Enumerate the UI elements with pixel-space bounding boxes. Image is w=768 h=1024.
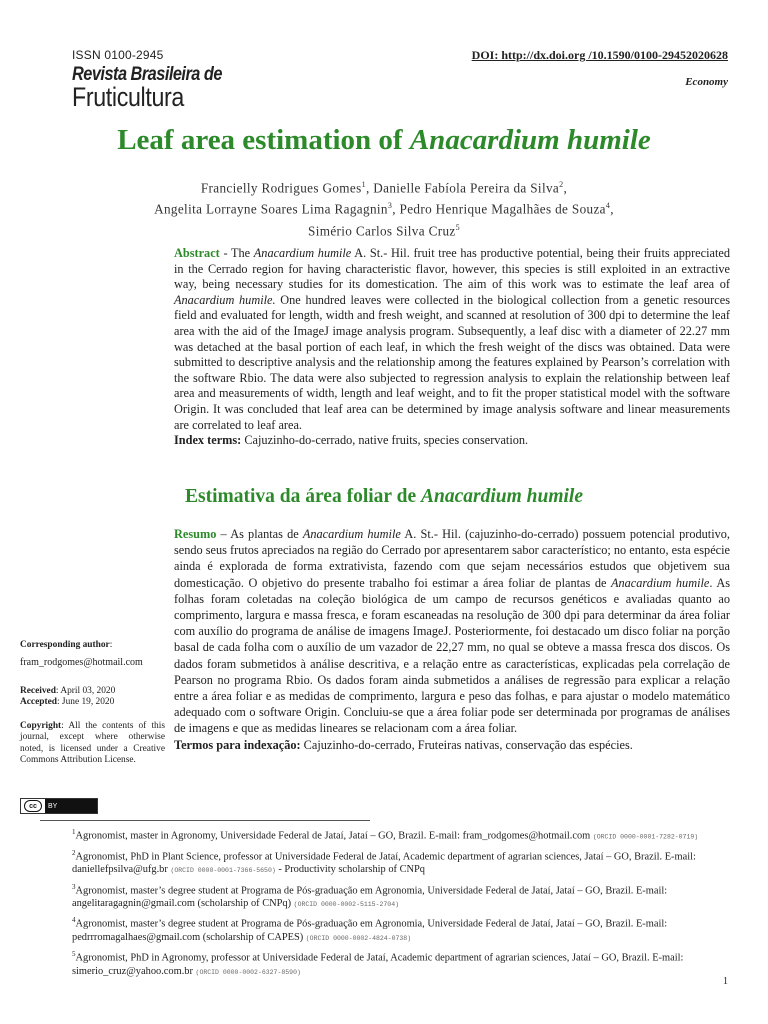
abstract-text: One hundred leaves were collected in the biological collection from a genetic resources field and evaluated for length, width and fresh weight, and scanned at resolution of 300 dpi to determine the leaf area with the aid of the ImageJ image analysis program. Subsequently, a leaf disc with a diameter of 22.27 mm was detached at the basal portion of each leaf, in which the fresh weight of the discs was obtained. Data were submitted to descriptive analysis and the relationship among the features explained by Pearson’s correlation with the software Rbio. The data were also subjected to regression analysis to explain the relationship between leaf area and measurements of width, length and leaf weight, and to fit the proper statistical model with the software Origin. It was concluded that leaf area can be determined by image analysis software and linear measurements are correlated to leaf area. (174, 292, 730, 432)
abstract-label: Abstract (174, 246, 220, 260)
corresponding-email[interactable]: fram_rodgomes@hotmail.com (20, 656, 143, 668)
received-label: Received (20, 685, 56, 696)
corresponding-author-label: Corresponding author (20, 640, 110, 650)
resumo-text: A. St.- Hil. (cajuzinho-do-cerrado) possuem potencial produtivo, sendo seus frutos apreciados na região do Cerrado por apresentarem sabor característico; no entanto, esta espécie ainda é explorada de forma extrativista, fazendo com que sejam necessários estudos que objetivem sua domesticação. O objetivo do presente trabalho foi estimar a área foliar de plantas de (174, 527, 730, 590)
species-name: Anacardium humile. (174, 292, 276, 307)
footnote-text: - Productivity scholarship of CNPq (275, 864, 425, 876)
species-name: Anacardium humile (302, 527, 401, 541)
article-dates (20, 686, 165, 709)
orcid-id: (ORCID 0000-0001-7366-5650) (170, 867, 276, 875)
author-affiliation-mark: 2 (559, 180, 564, 189)
footnote-number: 4 (72, 916, 76, 925)
orcid-id: (ORCID 0000-0002-4824-0738) (305, 935, 412, 943)
author-name: Pedro Henrique Magalhães de Souza (399, 201, 606, 217)
footnote-item (72, 847, 732, 878)
resumo-text: . As folhas foram coletadas na coleção biológica de um campo de recursos genéticos e avaliadas quanto ao comprimento, largura e massa fresca, e foram escaneadas na resolução de 300 dpi para determinar da área foliar com auxílio do programa de análise de imagens ImageJ. Posteriormente, foi destacado um disco foliar na porção basal de cada folha com o auxílio de um vazador de 22,27 mm, no qual se obteve a massa fresca dos discos. Os dados foram submetidos à análise descritiva, e a relação entre as características, explicadas pela correlação de Pearson no programa Rbio. Os dados foram ainda submetidos a análises de regressão para explicar a relação entre a área foliar e as medidas de comprimento, largura e peso das folhas, e para ajustar o modelo matemático adequado com o software Origin. Concluiu-se que a área foliar pode ser determinada por programas de análises de imagens e que as medidas lineares se relacionam com a área foliar. (174, 575, 730, 736)
index-terms-label: Index terms: (174, 433, 242, 448)
doi-link[interactable]: DOI: http://dx.doi.org /10.1590/0100-29452020628 (471, 48, 728, 62)
footnote-divider (40, 820, 370, 821)
footnote-item (72, 948, 732, 979)
footnotes (72, 826, 732, 982)
cc-license-badge[interactable] (20, 798, 98, 814)
footnote-text: Agronomist, PhD in Plant Science, professor at Universidade Federal de Jataí, Academic department of agrarian sciences, Jataí – GO, Brazil. E-mail: daniellefpsilva@ufg.br (72, 851, 696, 876)
cc-by-label: BY (45, 799, 97, 813)
footnote-item (72, 881, 732, 912)
paper-title-main: Leaf area estimation of (117, 124, 410, 156)
species-name: Anacardium humile (611, 575, 710, 590)
footnote-number: 5 (72, 950, 76, 959)
accepted-label: Accepted (20, 697, 57, 707)
footnote-item (72, 826, 732, 844)
abstract (174, 246, 730, 449)
portuguese-title-main: Estimativa da área foliar de (185, 486, 421, 507)
received-date: : April 03, 2020 (55, 685, 116, 696)
resumo (174, 526, 730, 753)
copyright-notice (20, 721, 165, 767)
corresponding-author (20, 640, 165, 674)
author-name: Danielle Fabíola Pereira da Silva (373, 180, 560, 196)
footnote-text: Agronomist, master’s degree student at Programa de Pós-graduação em Agronomia, Universidade Federal de Jataí, Jataí – GO, Brazil. E-mail: pedrrromagalhaes@gmail.com (scholarship of CAPES) (72, 918, 668, 944)
footnote-text: Agronomist, master in Agronomy, Universidade Federal de Jataí, Jataí – GO, Brazil. E-mail: fram_rodgomes@hotmail.com (75, 830, 593, 842)
author-affiliation-mark: 4 (605, 201, 611, 211)
footnote-text: Agronomist, master’s degree student at Programa de Pós-graduação em Agronomia, Universidade Federal de Jataí, Jataí – GO, Brazil. E-mail: angelitaragagnin@gmail.com (scholarship of CNPq) (72, 885, 668, 910)
author-affiliation-mark: 3 (387, 201, 393, 211)
footnote-number: 2 (72, 848, 76, 857)
author-name: Angelita Lorrayne Soares Lima Ragagnin (154, 201, 388, 217)
orcid-id: (ORCID 0000-0002-5115-2704) (293, 901, 399, 909)
index-terms: Cajuzinho-do-cerrado, native fruits, species conservation. (241, 433, 529, 448)
author-list: Francielly Rodrigues Gomes$^1$, Danielle Fabíola Pereira da Silva$^2$, Angelita Lorrayne Soares Lima Ragagnin$^3$, Pedro Henrique Magalhães de Souza$^4$, Simério Carlos Silva Cruz$^5$ (154, 180, 614, 239)
paper-title (0, 124, 768, 157)
article-info-sidebar (20, 640, 165, 779)
issn-number: ISSN 0100-2945 (72, 48, 164, 62)
footnote-text: Agronomist, PhD in Agronomy, professor at Universidade Federal de Jataí, Academic department of agrarian sciences, Jataí – GO, Brazil. E-mail: simerio_cruz@yahoo.com.br (72, 952, 684, 977)
paper-title-species: Anacardium humile (409, 124, 651, 156)
abstract-text: A. St.- Hil. fruit tree has productive potential, being their fruits appreciated in the Cerrado region for having characteristic flavor, however, this species is still exploited in an extractive way, being necessary studies for its domestication. The aim of this work was to estimate the leaf area of (174, 246, 730, 292)
section-label: Economy (685, 76, 728, 88)
species-name: Anacardium humile (253, 246, 352, 260)
terms: Cajuzinho-do-cerrado, Fruteiras nativas, conservação das espécies. (300, 737, 633, 752)
copyright-label: Copyright (20, 720, 62, 731)
resumo-label: Resumo (174, 527, 217, 541)
resumo-text: – As plantas de (216, 527, 303, 541)
author-name: Francielly Rodrigues Gomes (200, 180, 362, 196)
journal-logo-line2: Fruticultura (72, 82, 185, 112)
orcid-id: (ORCID 0000-0002-6327-8590) (195, 968, 301, 976)
corresponding-author-colon: : (109, 640, 113, 650)
orcid-id: (ORCID 0000-0001-7282-0719) (592, 833, 699, 841)
author-name: Simério Carlos Silva Cruz (308, 223, 456, 239)
portuguese-title (0, 486, 768, 508)
footnote-number: 3 (72, 882, 76, 891)
abstract-text: - The (219, 246, 254, 260)
author-affiliation-mark: 5 (455, 222, 460, 232)
footnote-number: 1 (72, 828, 76, 836)
journal-logo-line1: Revista Brasileira de (72, 64, 222, 85)
cc-icon: cc (24, 800, 42, 812)
portuguese-title-species: Anacardium humile (420, 486, 583, 507)
accepted-date: : June 19, 2020 (56, 697, 115, 707)
author-affiliation-mark: 1 (361, 180, 366, 189)
page-number: 1 (723, 976, 728, 987)
footnote-item (72, 914, 732, 945)
terms-label: Termos para indexação: (174, 737, 301, 752)
copyright-text: : All the contents of this journal, except where otherwise noted, is licensed under a Creative Commons Attribution License. (20, 720, 165, 765)
